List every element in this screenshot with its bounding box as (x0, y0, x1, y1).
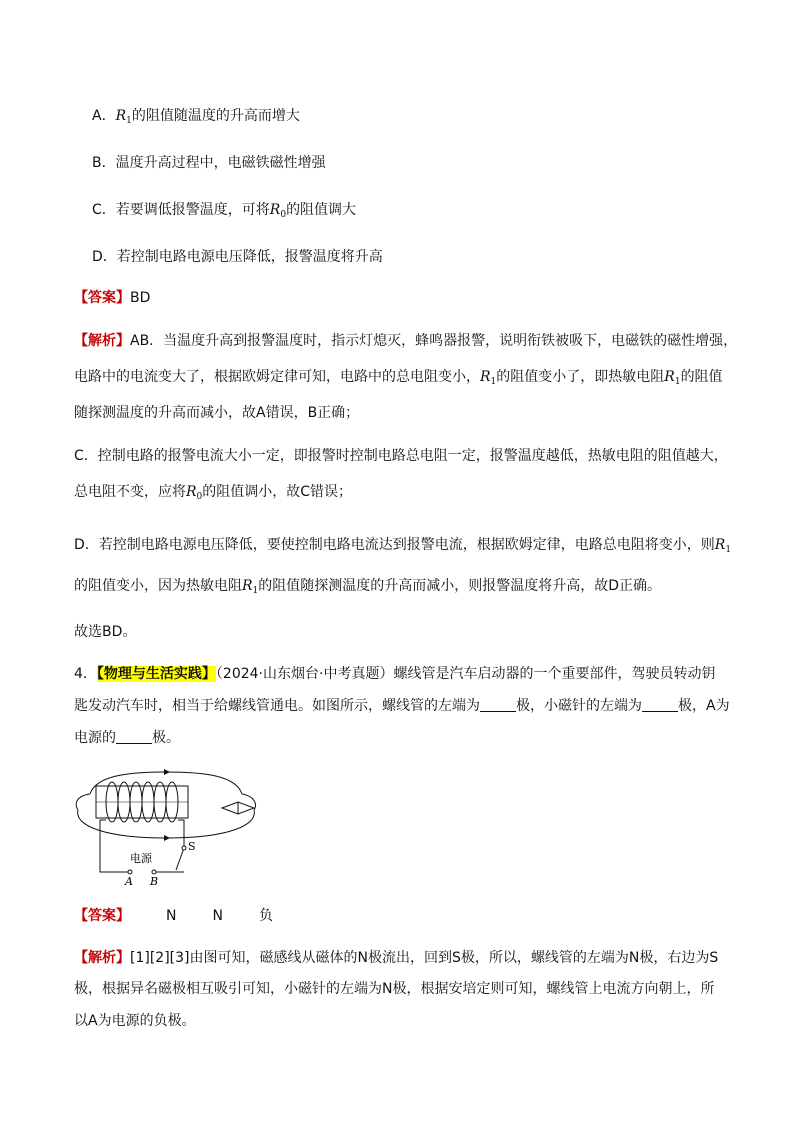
answer-value-1: N (166, 908, 177, 924)
analysis-2-line-2: 极，根据异名磁极相互吸引可知，小磁针的左端为N极，根据安培定则可知，螺线管上电流方向朝上，所 (74, 981, 715, 997)
switch-s (176, 848, 184, 870)
blank-1[interactable] (480, 697, 516, 712)
blank-2[interactable] (642, 697, 678, 712)
option-c-prefix: C．若要调低报警温度，可将 (92, 202, 270, 218)
answer-value: BD (130, 290, 151, 306)
option-c-text: 的阻值调大 (286, 202, 357, 218)
variable-r: $R_1$ (115, 108, 132, 126)
arrow-icon (164, 769, 170, 775)
option-d: D．若控制电路电源电压降低，报警温度将升高 (92, 249, 383, 265)
answer-label: 【答案】 (74, 290, 130, 306)
answer-label: 【答案】 (74, 908, 130, 924)
question-4-line-3: 电源的 极。 (74, 730, 180, 746)
terminal-b-label: B (150, 875, 159, 888)
analysis-1-line-2: 电路中的电流变大了，根据欧姆定律可知，电路中的总电阻变小，$R_1$的阻值变小了，即热敏电阻$R_1$的阻值 (74, 369, 723, 387)
analysis-label: 【解析】 (74, 950, 130, 966)
analysis-1-d-line-1: D．若控制电路电源电压降低，要使控制电路电流达到报警电流，根据欧姆定律，电路总电阻将变小，则$R_1$ (74, 537, 732, 555)
power-label: 电源 (130, 852, 152, 865)
analysis-1-line-1: 【解析】AB．当温度升高到报警温度时，指示灯熄灭，蜂鸣器报警，说明衔铁被吸下，电磁铁的磁性增强， (74, 333, 738, 349)
analysis-1-c-line-2: 总电阻不变，应将$R_0$的阻值调小，故C错误； (74, 484, 353, 502)
question-number: 4． (74, 666, 97, 682)
solenoid-diagram (66, 764, 266, 888)
analysis-2-line-3: 以A为电源的负极。 (74, 1013, 196, 1029)
analysis-1-c-line-1: C．控制电路的报警电流大小一定，即报警时控制电路总电阻一定，报警温度越低，热敏电阻的阻值越大， (74, 448, 728, 464)
arrow-icon (164, 835, 170, 841)
terminal-a-label: A (125, 875, 133, 888)
variable-r: $R_0$ (269, 202, 287, 220)
analysis-2-line-1: 【解析】[1][2][3]由图可知，磁感线从磁体的N极流出，回到S极，所以，螺线管的左端为N极，右边为S (74, 950, 719, 966)
question-4-line-2: 匙发动汽车时，相当于给螺线管通电。如图所示，螺线管的左端为 极，小磁针的左端为 极，A为 (74, 698, 730, 714)
switch-label: S (188, 840, 196, 853)
answer-1 (74, 288, 150, 308)
question-4-line-1: 4．【物理与生活实践】（2024·山东烟台·中考真题）螺线管是汽车启动器的一个重要部件，驾驶员转动钥 (74, 666, 716, 682)
analysis-1-d-line-2: 的阻值变小，因为热敏电阻$R_1$的阻值随探测温度的升高而减小，则报警温度将升高，故D正确。 (74, 578, 662, 596)
option-a-prefix: A． (92, 108, 116, 124)
option-a-text: 的阻值随温度的升高而增大 (131, 108, 300, 124)
analysis-label: 【解析】 (74, 333, 130, 349)
terminal-a (128, 870, 132, 874)
blank-3[interactable] (116, 729, 152, 744)
terminal-b (152, 870, 156, 874)
option-a (92, 106, 300, 131)
question-tag: 【物理与生活实践】 (96, 666, 216, 682)
answer-value-2: N (212, 908, 223, 924)
wire-left (100, 820, 128, 872)
answer-value-3: 负 (258, 908, 273, 924)
option-b: B．温度升高过程中，电磁铁磁性增强 (92, 155, 326, 171)
field-line-top-left (76, 794, 90, 810)
analysis-1-conclusion: 故选BD。 (74, 624, 137, 640)
option-c (92, 200, 356, 225)
analysis-1-line-3: 随探测温度的升高而减小，故A错误，B正确； (74, 405, 360, 421)
answer-2 (74, 906, 273, 926)
wire-right (178, 820, 184, 848)
